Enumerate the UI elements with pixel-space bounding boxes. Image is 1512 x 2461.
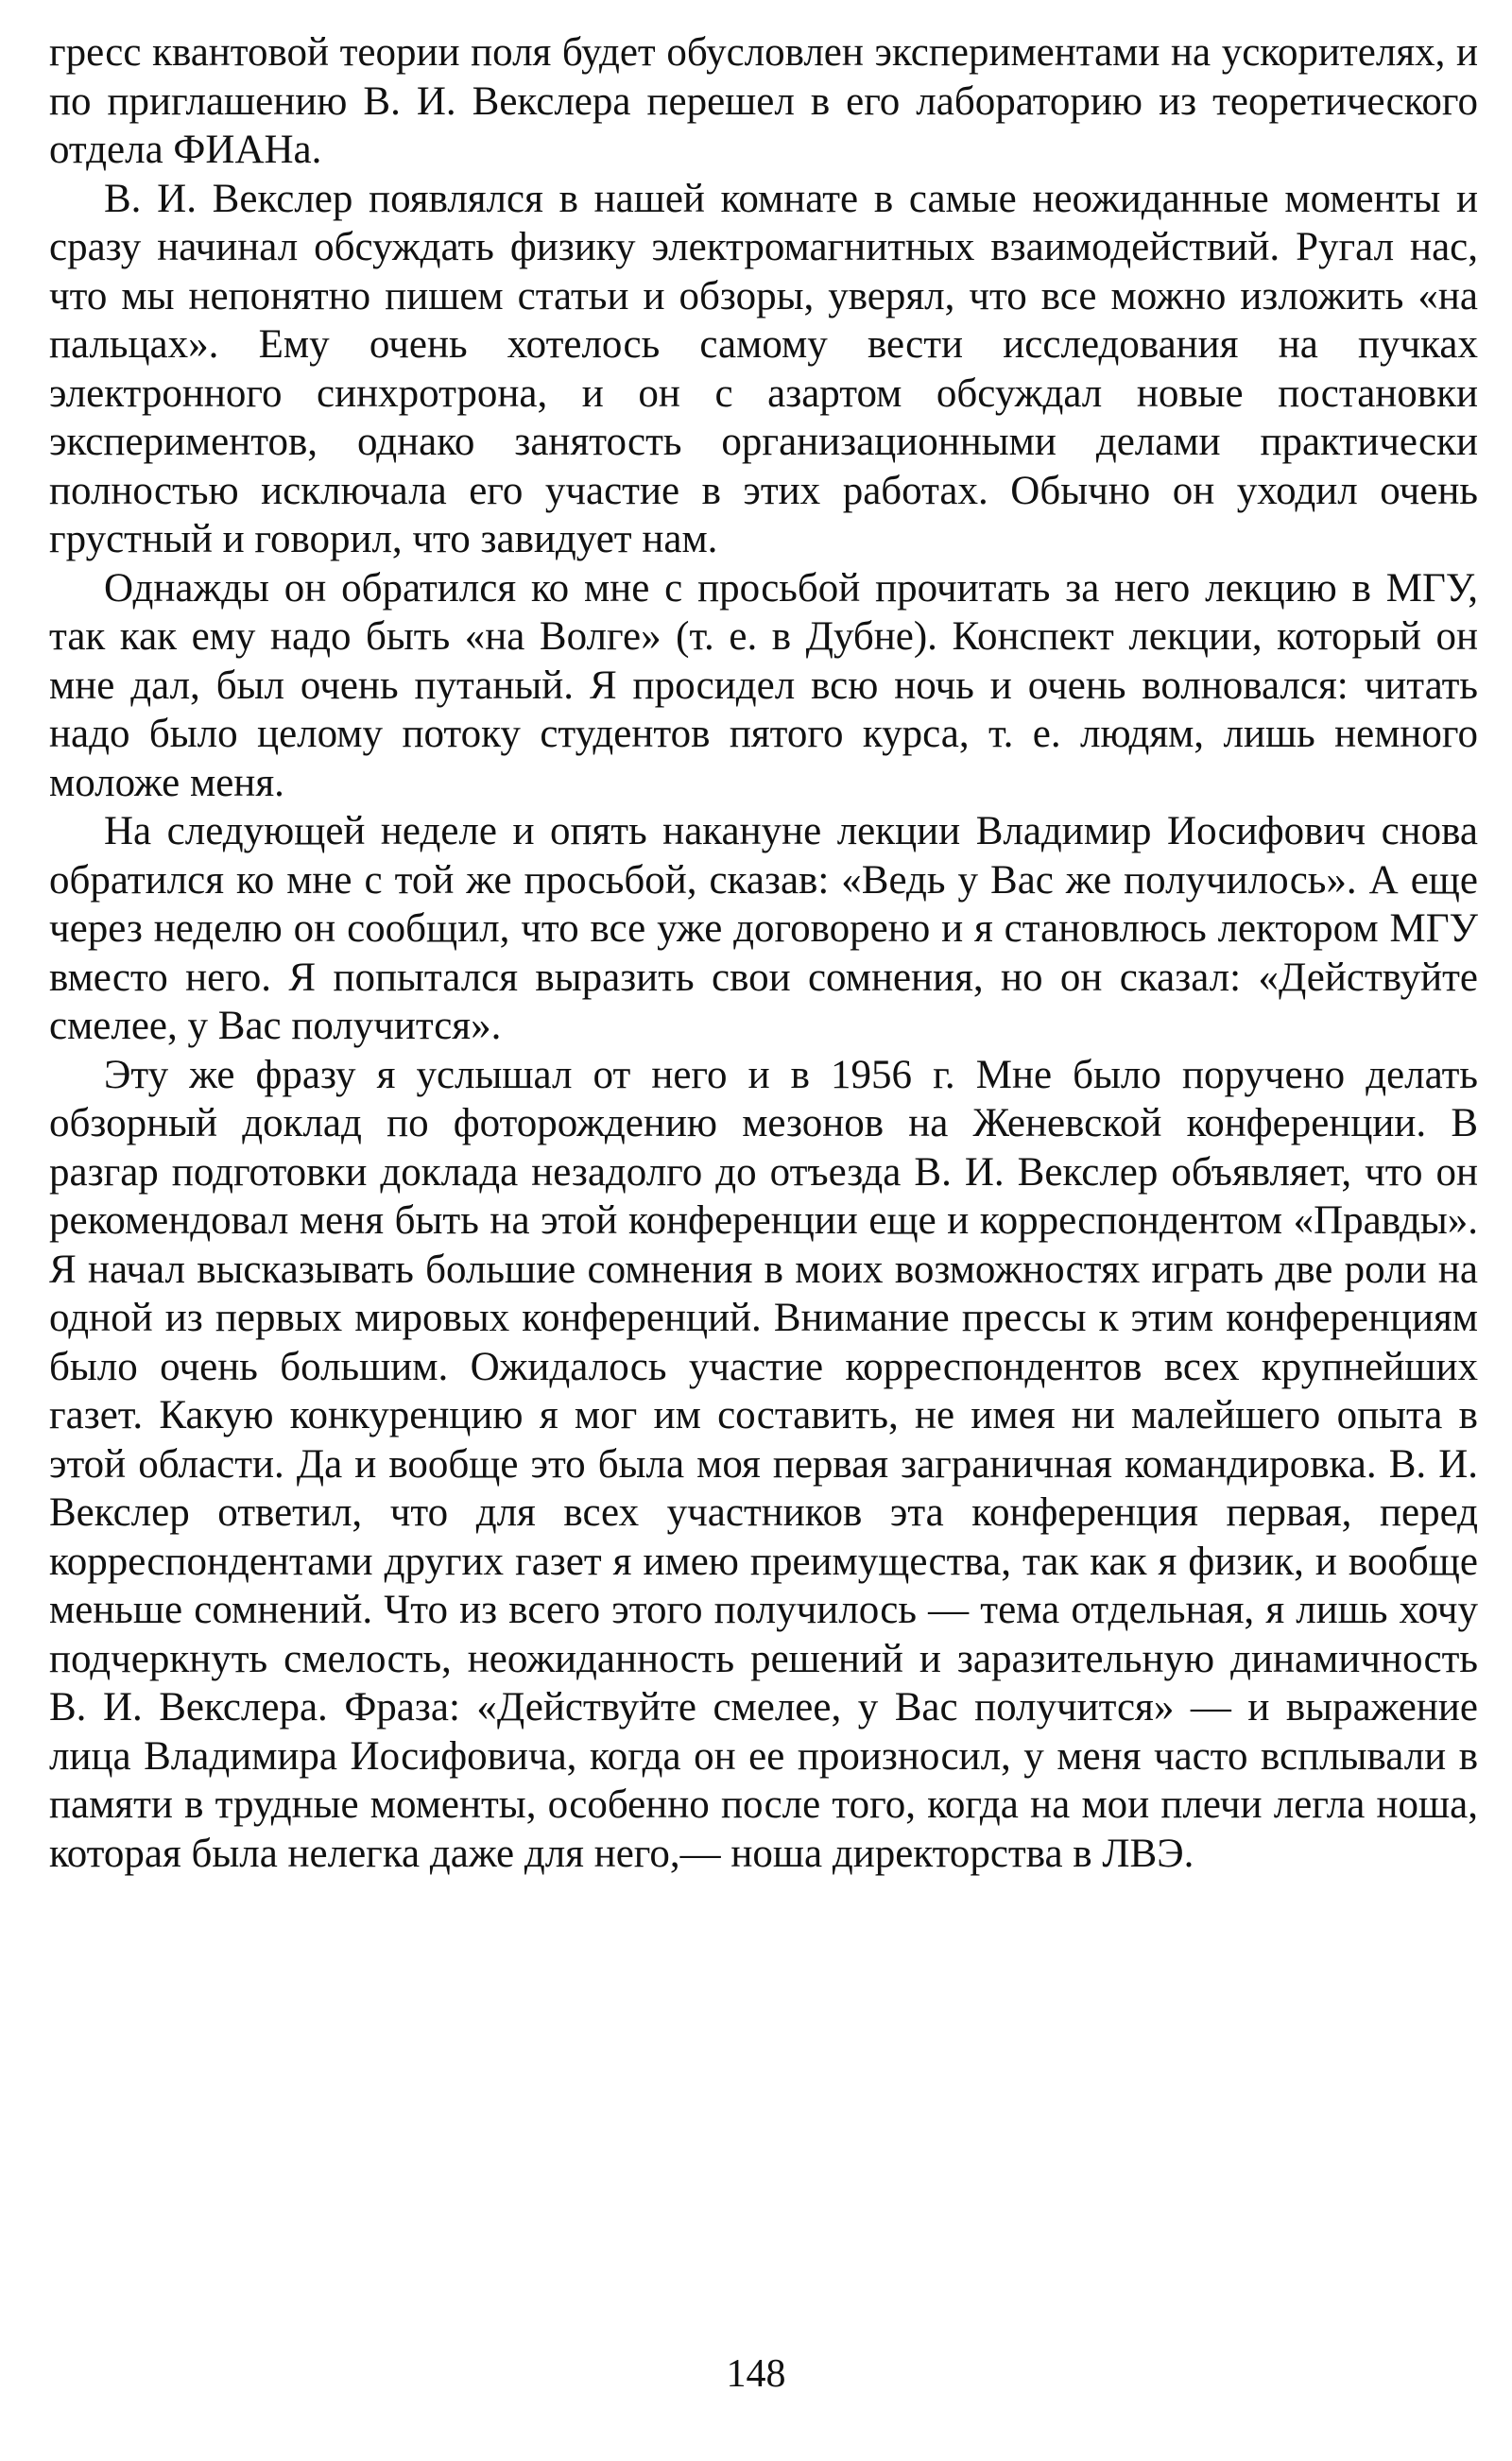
paragraph-4: На следующей неделе и опять накануне лекции Владимир Иосифович снова обратился ко мне с той же просьбой, сказав: «Ведь у Вас же получилось». А еще через неделю он сообщил, что все уже договорено и я становлюсь лектором МГУ вместо него. Я попытался выразить свои сомнения, но он сказал: «Действуйте смелее, у Вас получится».	[49, 809, 1478, 1048]
paragraph-1: гресс квантовой теории поля будет обусловлен экспериментами на ускорителях, и по приглашению В. И. Векслера перешел в его лабораторию из теоретического отдела ФИАНа.	[49, 30, 1478, 172]
page-body	[49, 28, 1478, 1878]
paragraph-3: Однажды он обратился ко мне с просьбой прочитать за него лекцию в МГУ, так как ему надо быть «на Волге» (т. е. в Дубне). Конспект лекции, который он мне дал, был очень путаный. Я просидел всю ночь и очень волновался: читать надо было целому потоку студентов пятого курса, т. е. людям, лишь немного моложе меня.	[49, 565, 1478, 805]
page-number: 148	[726, 2352, 786, 2396]
paragraph-2: В. И. Векслер появлялся в нашей комнате в самые неожиданные моменты и сразу начинал обсуждать физику электромагнитных взаимодействий. Ругал нас, что мы непонятно пишем статьи и обзоры, уверял, что все можно изложить «на пальцах». Ему очень хотелось самому вести исследования на пучках электронного синхротрона, и он с азартом обсуждал новые постановки экспериментов, однако занятость организационными делами практически полностью исключала его участие в этих работах. Обычно он уходил очень грустный и говорил, что завидует нам.	[49, 176, 1478, 561]
paragraph-5: Эту же фразу я услышал от него и в 1956 г. Мне было поручено делать обзорный доклад по фоторождению мезонов на Женевской конференции. В разгар подготовки доклада незадолго до отъезда В. И. Векслер объявляет, что он рекомендовал меня быть на этой конференции еще и корреспондентом «Правды». Я начал высказывать большие сомнения в моих возможностях играть две роли на одной из первых мировых конференций. Внимание прессы к этим конференциям было очень большим. Ожидалось участие корреспондентов всех крупнейших газет. Какую конкуренцию я мог им составить, не имея ни малейшего опыта в этой области. Да и вообще это была моя первая заграничная командировка. В. И. Векслер ответил, что для всех участников эта конференция первая, перед корреспондентами других газет я имею преимущества, так как я физик, и вообще меньше сомнений. Что из всего этого получилось — тема отдельная, я лишь хочу подчеркнуть смелость, неожиданность решений и заразительную динамичность В. И. Векслера. Фраза: «Действуйте смелее, у Вас получится» — и выражение лица Владимира Иосифовича, когда он ее произносил, у меня часто всплывали в памяти в трудные моменты, особенно после того, когда на мои плечи легла ноша, которая была нелегка даже для него,— ноша директорства в ЛВЭ.	[49, 1052, 1478, 1876]
